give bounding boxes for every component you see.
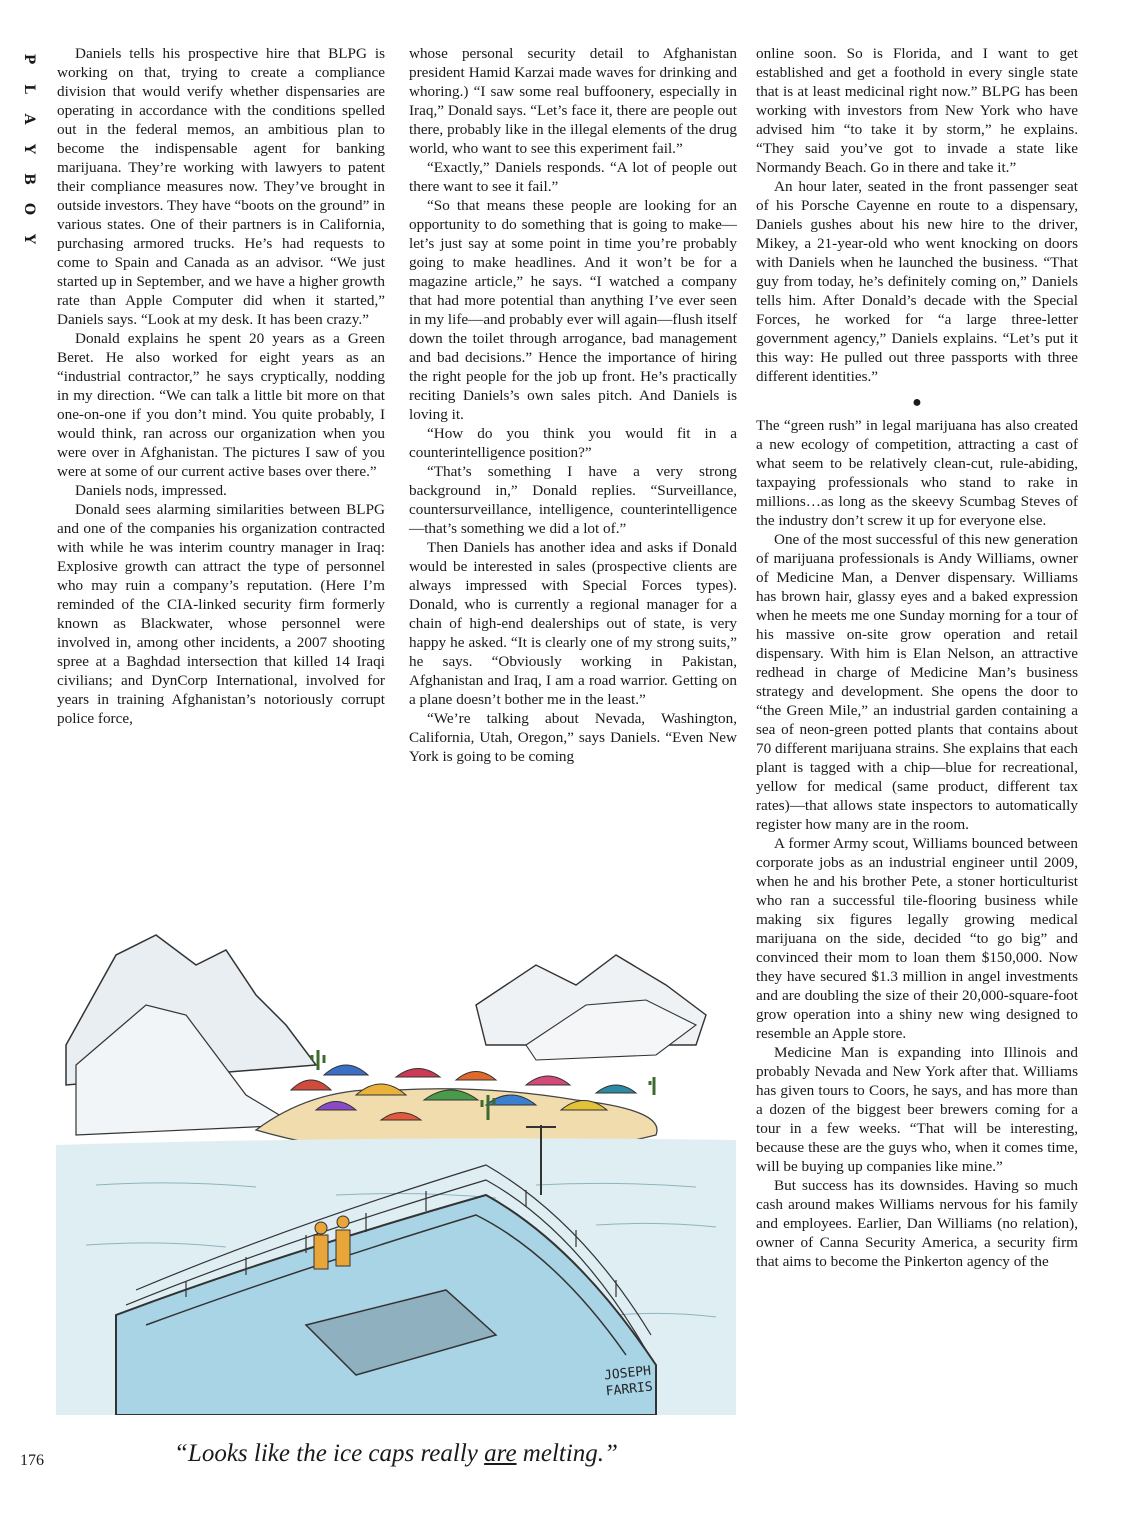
paragraph: Daniels tells his prospective hire that BLPG is working on that, trying to create a compliance division that would verify whether dispensaries are operating in accordance with the conditions spelled out in the federal memos, an ambitious plan to become the indispensable agent for banking marijuana. They’re working with lawyers to patent their compliance measures now. They’ve brought in outside investors. They have “boots on the ground” in various states. One of their partners is in California, purchasing armored trucks. He’s had requests to come to Spain and Canada as an advisor. “We just started up in September, and we have a higher growth rate than Apple Computer did when it started,” Daniels says. “Look at my desk. It has been crazy.” (57, 45, 385, 328)
signature-line: JOSEPH (603, 1363, 652, 1384)
paragraph: whose personal security detail to Afghanistan president Hamid Karzai made waves for drinking and whoring.) “I saw some real buffoonery, especially in Iraq,” Donald says. “Let’s face it, there are people out there, probably like in the illegal elements of the drug world, who want to see this experiment fail.” (409, 45, 737, 157)
artist-signature (603, 1364, 653, 1401)
magazine-letter: Y (21, 144, 37, 154)
paragraph: A former Army scout, Williams bounced between corporate jobs as an industrial engineer until 2009, when he and his brother Pete, a stoner horticulturist who ran a successful tile-flooring business while making six figures legally growing medical marijuana on the side, decided “to go big” and convinced their mom to loan them $150,000. Now they have secured $1.3 million in angel investments and are doubling the size of their 20,000-square-foot grow operation into a shiny new wing designed to resemble an Apple store. (756, 835, 1078, 1042)
paragraph: The “green rush” in legal marijuana has also created a new ecology of competition, attracting a cast of what seem to be relatively clean-cut, rule-abiding, taxpaying professionals who stand to rake in millions…as long as the skeevy Scumbag Steves of the industry don’t screw it up for everyone else. (756, 417, 1078, 529)
article-column-2 (409, 44, 737, 766)
paragraph: online soon. So is Florida, and I want to get established and get a foothold in every single state that is at least medicinal right now.” BLPG has been working with investors from New York who have advised him “to take it by storm,” he explains. “They said you’ve got to invade a state like Normandy Beach. Go in there and take it.” (756, 45, 1078, 176)
magazine-letter: P (21, 53, 37, 65)
paragraph: But success has its downsides. Having so much cash around makes Williams nervous for his family and employees. Earlier, Dan Williams (no relation), owner of Canna Security America, a security firm that aims to become the Pinkerton agency of the (756, 1177, 1078, 1270)
cartoon-caption (56, 1440, 736, 1468)
caption-text: melting.” (516, 1440, 618, 1467)
section-divider-bullet: ● (912, 394, 922, 411)
article-column-1 (57, 44, 385, 728)
magazine-letter: B (21, 173, 37, 185)
caption-text: “Looks like the ice caps really (174, 1440, 485, 1467)
paragraph: Medicine Man is expanding into Illinois and probably Nevada and New York after that. Williams has given tours to Coors, he says, and has more than a dozen of the biggest beer brewers coming for a tour in a few weeks. “That will be interesting, because these are the guys who, when it comes time, will be buying up companies like mine.” (756, 1044, 1078, 1175)
paragraph: An hour later, seated in the front passenger seat of his Porsche Cayenne en route to a dispensary, Daniels gushes about his new hire to the driver, Mikey, a 21-year-old who went knocking on doors with Daniels when he launched the business. “That guy from today, he’s definitely coming on,” Daniels tells him. After Donald’s decade with the Special Forces, he worked for “a large three-letter government agency,” Daniels explains. “Let’s put it this way: He pulled out three passports with three different identities.” (756, 178, 1078, 385)
paragraph: Daniels nods, impressed. (75, 482, 227, 499)
paragraph: “We’re talking about Nevada, Washington, California, Utah, Oregon,” says Daniels. “Even New York is going to be coming (409, 710, 737, 765)
paragraph: “That’s something I have a very strong background in,” Donald replies. “Surveillance, countersurveillance, intelligence, counterintelligence—that’s something we did a lot of.” (409, 463, 737, 537)
paragraph: “How do you think you would fit in a counterintelligence position?” (409, 425, 737, 461)
paragraph: Donald explains he spent 20 years as a Green Beret. He also worked for eight years as an “industrial contractor,” he says cryptically, nodding in my direction. “We can talk a little bit more on that one-on-one if you don’t mind. You quite probably, I would think, ran across our organization when you were over in Afghanistan. The pictures I saw of you were at some of our current active bases over there.” (57, 330, 385, 480)
page-number: 176 (20, 1452, 44, 1469)
paragraph: One of the most successful of this new generation of marijuana professionals is Andy Williams, owner of Medicine Man, a Denver dispensary. Williams has brown hair, glassy eyes and a baked expression when he meets me one Sunday morning for a tour of his massive on-site grow operation and retail dispensary. With him is Elan Nelson, an attractive redhead in charge of Medicine Man’s business strategy and development. She opens the door to “the Green Mile,” an industrial garden containing a sea of neon-green potted plants that contains about 70 different marijuana strains. She explains that each plant is tagged with a chip—blue for recreational, yellow for medical (same product, different tax rates)—that allows state inspectors to automatically register how many are in the room. (756, 531, 1078, 833)
magazine-letter: A (21, 113, 37, 125)
magazine-letter: O (21, 202, 37, 216)
caption-emphasis: are (484, 1440, 517, 1467)
article-column-3 (756, 44, 1078, 1271)
magazine-letter: Y (21, 234, 37, 244)
cartoon-illustration (56, 895, 736, 1415)
magazine-name-vertical (22, 44, 36, 254)
signature-line: FARRIS (605, 1379, 654, 1400)
magazine-letter: L (21, 84, 37, 94)
paragraph: Donald sees alarming similarities between BLPG and one of the companies his organization contracted with while he was interim country manager in Iraq: Explosive growth can attract the type of personnel who may ruin a company’s reputation. (Here I’m reminded of the CIA-linked security firm formerly known as Blackwater, whose personnel were involved in, among other incidents, a 2007 shooting spree at a Baghdad intersection that killed 14 Iraqi civilians; and DynCorp International, involved for years in training Afghanistan’s notoriously corrupt police force, (57, 501, 385, 727)
paragraph: “So that means these people are looking for an opportunity to do something that is going to make—let’s just say at some point in time you’re probably going to make headlines. And it won’t be for a magazine article,” he says. “I watched a company that had more potential than anything I’ve ever seen in my life—and probably ever will again—flush itself down the toilet through arrogance, bad management and bad decisions.” Hence the importance of hiring the right people for the job up front. He’s practically reciting Daniels’s own sales pitch. And Daniels is loving it. (409, 197, 737, 423)
paragraph: Then Daniels has another idea and asks if Donald would be interested in sales (prospective clients are always impressed with Special Forces types). Donald, who is currently a regional manager for a chain of high-end dealerships out of state, is very happy he asked. “It is clearly one of my strong suits,” he says. “Obviously working in Pakistan, Afghanistan and Iraq, I am a road warrior. Getting on a plane doesn’t bother me in the least.” (409, 539, 737, 708)
paragraph: “Exactly,” Daniels responds. “A lot of people out there want to see it fail.” (409, 159, 737, 195)
